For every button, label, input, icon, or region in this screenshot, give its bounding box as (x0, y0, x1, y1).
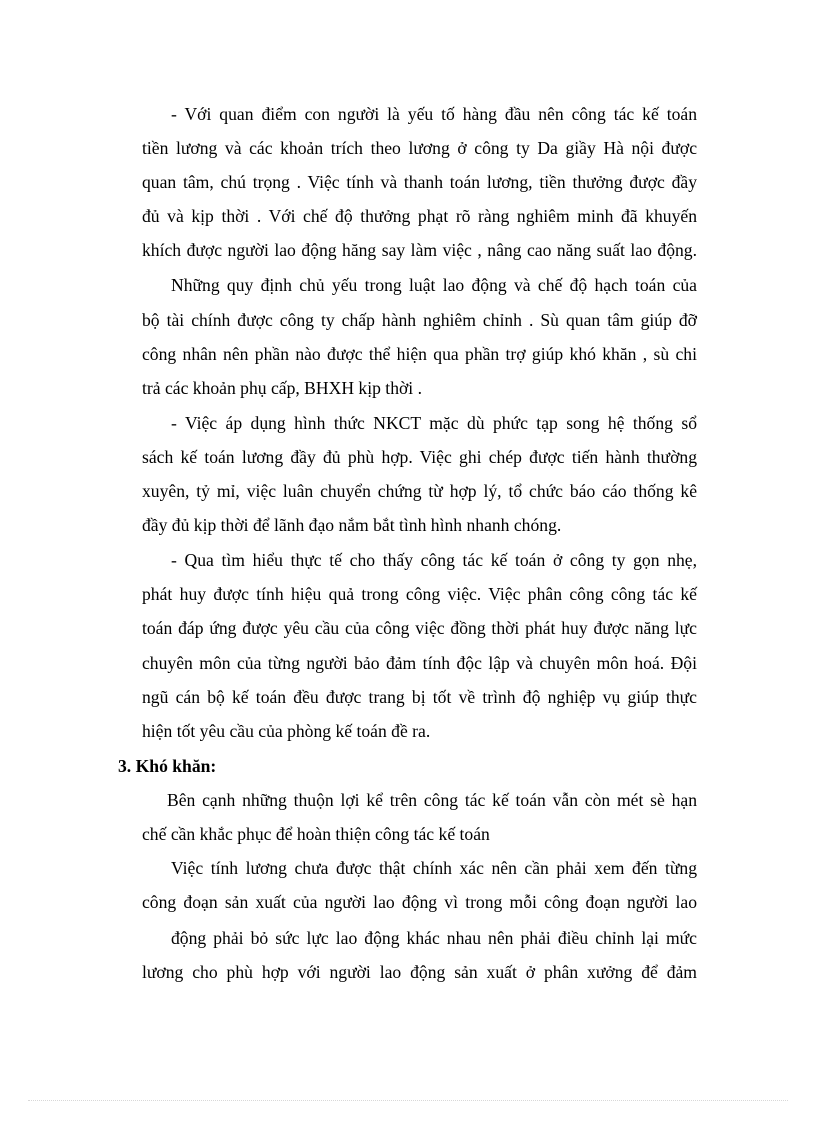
paragraph-line: Những quy định chủ yếu trong luật lao động và chế độ hạch toán của (171, 275, 697, 295)
paragraph-line: quan tâm, chú trọng . Việc tính và thanh toán lương, tiền thưởng được đầy (142, 172, 697, 192)
paragraph-line: sách kế toán lương đầy đủ phù hợp. Việc ghi chép được tiến hành thường (142, 447, 697, 467)
paragraph-line: chế cần khắc phục để hoàn thiện công tác kế toán (142, 824, 490, 844)
paragraph-line: - Với quan điểm con người là yếu tố hàng đầu nên công tác kế toán (171, 104, 697, 124)
paragraph-line: công nhân nên phần nào được thể hiện qua phần trợ giúp khó khăn , sù chi (142, 344, 697, 364)
section-heading: 3. Khó khăn: (118, 756, 217, 776)
paragraph-line: đầy đủ kịp thời để lãnh đạo nắm bắt tình hình nhanh chóng. (142, 515, 562, 535)
paragraph-line: phát huy được tính hiệu quả trong công việc. Việc phân công công tác kế (142, 584, 697, 604)
paragraph-line: đủ và kịp thời . Với chế độ thưởng phạt rõ ràng nghiêm minh đã khuyến (142, 206, 697, 226)
paragraph-line: Việc tính lương chưa được thật chính xác nên cần phải xem đến từng (171, 858, 697, 878)
paragraph-line: - Qua tìm hiểu thực tế cho thấy công tác kế toán ở công ty gọn nhẹ, (171, 550, 697, 570)
paragraph-line: bộ tài chính được công ty chấp hành nghiêm chỉnh . Sù quan tâm giúp đỡ (142, 310, 697, 330)
paragraph-line: động phải bỏ sức lực lao động khác nhau nên phải điều chỉnh lại mức (171, 928, 697, 948)
paragraph-line: toán đáp ứng được yêu cầu của công việc đồng thời phát huy được năng lực (142, 618, 697, 638)
paragraph-line: - Việc áp dụng hình thức NKCT mặc dù phức tạp song hệ thống sổ (171, 413, 697, 433)
paragraph-line: khích được người lao động hăng say làm việc , nâng cao năng suất lao động. (142, 240, 697, 260)
page-bottom-rule (28, 1100, 788, 1101)
paragraph-line: trả các khoản phụ cấp, BHXH kịp thời . (142, 378, 422, 398)
paragraph-line: Bên cạnh những thuộn lợi kể trên công tác kế toán vẫn còn mét sè hạn (167, 790, 697, 810)
paragraph-line: chuyên môn của từng người bảo đảm tính độc lập và chuyên môn hoá. Đội (142, 653, 697, 673)
paragraph-line: lương cho phù hợp với người lao động sản xuất ở phân xưởng để đảm (142, 962, 697, 982)
paragraph-line: xuyên, tỷ mỉ, việc luân chuyển chứng từ hợp lý, tổ chức báo cáo thống kê (142, 481, 697, 501)
paragraph-line: hiện tốt yêu cầu của phòng kế toán đề ra. (142, 721, 431, 741)
paragraph-line: ngũ cán bộ kế toán đều được trang bị tốt về trình độ nghiệp vụ giúp thực (142, 687, 697, 707)
paragraph-line: công đoạn sản xuất của người lao động vì trong mỗi công đoạn người lao (142, 892, 697, 912)
paragraph-line: tiền lương và các khoản trích theo lương ở công ty Da giầy Hà nội được (142, 138, 697, 158)
